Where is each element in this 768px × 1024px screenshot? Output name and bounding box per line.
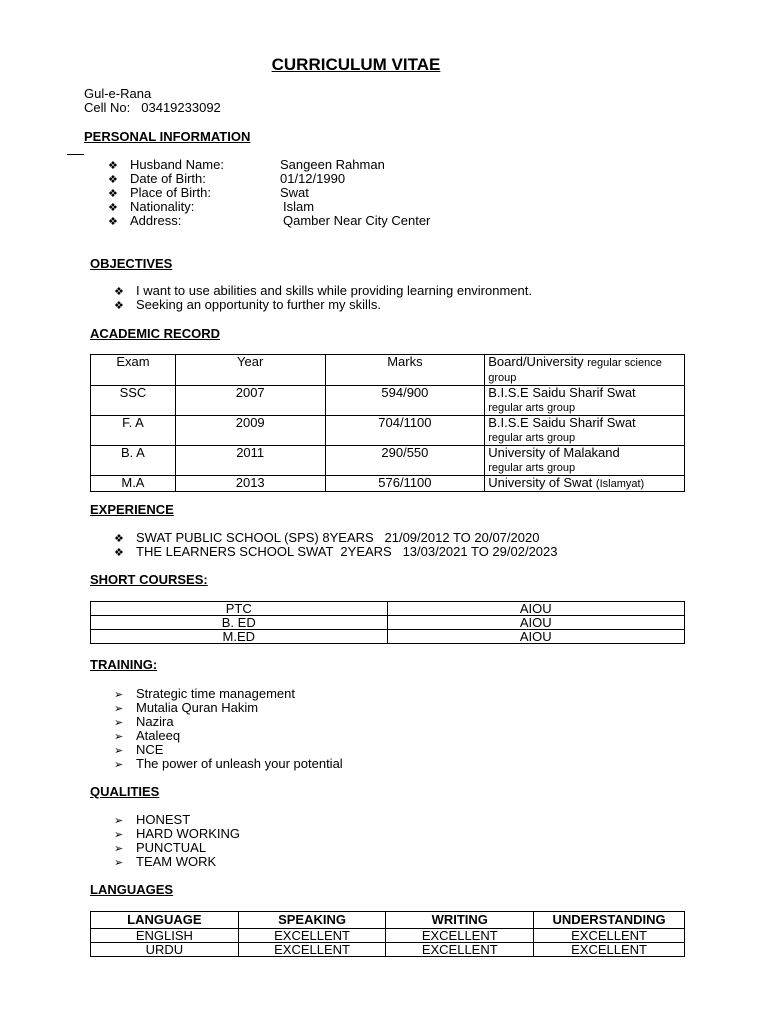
info-label: Address: [130, 213, 182, 228]
year-cell: 2007 [175, 386, 325, 416]
board-cell [485, 416, 685, 446]
diamond-bullet-icon: ❖ [114, 300, 124, 312]
table-row [91, 616, 685, 630]
table-row [91, 476, 685, 492]
cell-label: Cell No: [84, 100, 131, 115]
exam-cell: F. A [91, 416, 176, 446]
training-text: Nazira [136, 714, 174, 729]
language-cell: URDU [91, 943, 239, 957]
exam-cell: SSC [91, 386, 176, 416]
training-text: Mutalia Quran Hakim [136, 700, 259, 715]
course-cell: PTC [91, 602, 388, 616]
institute-cell: AIOU [387, 616, 685, 630]
exam-cell: B. A [91, 446, 176, 476]
document-title: CURRICULUM VITAE [271, 55, 441, 74]
objective-item [114, 298, 381, 313]
experience-heading: EXPERIENCE [90, 502, 174, 517]
table-row [91, 446, 685, 476]
language-cell: EXCELLENT [386, 929, 534, 943]
board-name: B.I.S.E Saidu Sharif Swat [488, 385, 636, 400]
course-cell: M.ED [91, 630, 388, 644]
objectives-heading: OBJECTIVES [90, 256, 173, 271]
quality-text: TEAM WORK [136, 854, 217, 869]
language-cell: EXCELLENT [238, 929, 386, 943]
arrowhead-bullet-icon: ➢ [114, 689, 124, 701]
table-row [91, 630, 685, 644]
info-value: 01/12/1990 [280, 171, 346, 186]
column-header: LANGUAGE [91, 912, 239, 929]
arrowhead-bullet-icon: ➢ [114, 843, 124, 855]
languages-table [90, 911, 685, 957]
personal-info-heading: PERSONAL INFORMATION [84, 129, 251, 144]
board-header-label: Board/University [488, 354, 584, 369]
board-header-note: regular science group [488, 357, 662, 384]
experience-text: THE LEARNERS SCHOOL SWAT 2YEARS 13/03/2021 TO 29/02/2023 [136, 544, 558, 559]
training-item [114, 757, 343, 772]
year-cell: 2009 [175, 416, 325, 446]
table-header-row [91, 912, 685, 929]
quality-text: PUNCTUAL [136, 840, 207, 855]
column-header: Year [175, 355, 325, 386]
divider [67, 154, 84, 155]
diamond-bullet-icon: ❖ [108, 216, 118, 228]
academic-record-heading: ACADEMIC RECORD [90, 326, 220, 341]
diamond-bullet-icon: ❖ [114, 533, 124, 545]
column-header [485, 355, 685, 386]
training-heading: TRAINING: [90, 657, 158, 672]
info-label: Nationality: [130, 199, 195, 214]
quality-item [114, 855, 216, 870]
diamond-bullet-icon: ❖ [108, 188, 118, 200]
objective-text: I want to use abilities and skills while providing learning environment. [136, 283, 532, 298]
course-cell: B. ED [91, 616, 388, 630]
diamond-bullet-icon: ❖ [108, 160, 118, 172]
diamond-bullet-icon: ❖ [108, 174, 118, 186]
training-text: NCE [136, 742, 164, 757]
info-label: Husband Name: [130, 157, 224, 172]
objective-text: Seeking an opportunity to further my skills. [136, 297, 381, 312]
column-header: Marks [325, 355, 485, 386]
board-note: regular arts group [488, 402, 576, 414]
arrowhead-bullet-icon: ➢ [114, 731, 124, 743]
qualities-heading: QUALITIES [90, 784, 160, 799]
column-header: UNDERSTANDING [534, 912, 685, 929]
year-cell: 2013 [175, 476, 325, 492]
info-label: Place of Birth: [130, 185, 211, 200]
arrowhead-bullet-icon: ➢ [114, 829, 124, 841]
marks-cell: 704/1100 [325, 416, 485, 446]
training-text: Ataleeq [136, 728, 181, 743]
info-value: Swat [280, 185, 309, 200]
info-value: Islam [283, 199, 315, 214]
board-cell [485, 386, 685, 416]
info-value: Sangeen Rahman [280, 157, 385, 172]
board-name: University of Swat [488, 475, 593, 490]
applicant-name: Gul-e-Rana [84, 86, 152, 101]
table-row [91, 929, 685, 943]
board-note: regular arts group [488, 432, 576, 444]
short-courses-heading: SHORT COURSES: [90, 572, 208, 587]
language-cell: EXCELLENT [534, 929, 685, 943]
languages-heading: LANGUAGES [90, 882, 174, 897]
cell-number-line [84, 101, 221, 115]
experience-text: SWAT PUBLIC SCHOOL (SPS) 8YEARS 21/09/2012 TO 20/07/2020 [136, 530, 540, 545]
institute-cell: AIOU [387, 630, 685, 644]
column-header: WRITING [386, 912, 534, 929]
board-cell [485, 476, 685, 492]
marks-cell: 594/900 [325, 386, 485, 416]
diamond-bullet-icon: ❖ [114, 286, 124, 298]
board-name: University of Malakand [488, 445, 620, 460]
marks-cell: 290/550 [325, 446, 485, 476]
table-header-row [91, 355, 685, 386]
experience-item [114, 545, 558, 560]
arrowhead-bullet-icon: ➢ [114, 703, 124, 715]
board-cell [485, 446, 685, 476]
exam-cell: M.A [91, 476, 176, 492]
personal-info-item [108, 214, 430, 229]
language-cell: EXCELLENT [534, 943, 685, 957]
language-cell: ENGLISH [91, 929, 239, 943]
info-value: Qamber Near City Center [283, 213, 431, 228]
arrowhead-bullet-icon: ➢ [114, 717, 124, 729]
marks-cell: 576/1100 [325, 476, 485, 492]
year-cell: 2011 [175, 446, 325, 476]
table-row [91, 386, 685, 416]
column-header: SPEAKING [238, 912, 386, 929]
arrowhead-bullet-icon: ➢ [114, 745, 124, 757]
board-name: B.I.S.E Saidu Sharif Swat [488, 415, 636, 430]
short-courses-table [90, 601, 685, 644]
board-note: regular arts group [488, 462, 576, 474]
diamond-bullet-icon: ❖ [108, 202, 118, 214]
table-row [91, 943, 685, 957]
arrowhead-bullet-icon: ➢ [114, 815, 124, 827]
language-cell: EXCELLENT [238, 943, 386, 957]
training-text: The power of unleash your potential [136, 756, 343, 771]
board-note: (Islamyat) [595, 478, 645, 490]
column-header: Exam [91, 355, 176, 386]
arrowhead-bullet-icon: ➢ [114, 759, 124, 771]
academic-record-table [90, 354, 685, 492]
quality-text: HONEST [136, 812, 191, 827]
language-cell: EXCELLENT [386, 943, 534, 957]
diamond-bullet-icon: ❖ [114, 547, 124, 559]
training-text: Strategic time management [136, 686, 295, 701]
institute-cell: AIOU [387, 602, 685, 616]
table-row [91, 602, 685, 616]
quality-text: HARD WORKING [136, 826, 240, 841]
arrowhead-bullet-icon: ➢ [114, 857, 124, 869]
table-row [91, 416, 685, 446]
cell-value: 03419233092 [141, 100, 221, 115]
info-label: Date of Birth: [130, 171, 206, 186]
